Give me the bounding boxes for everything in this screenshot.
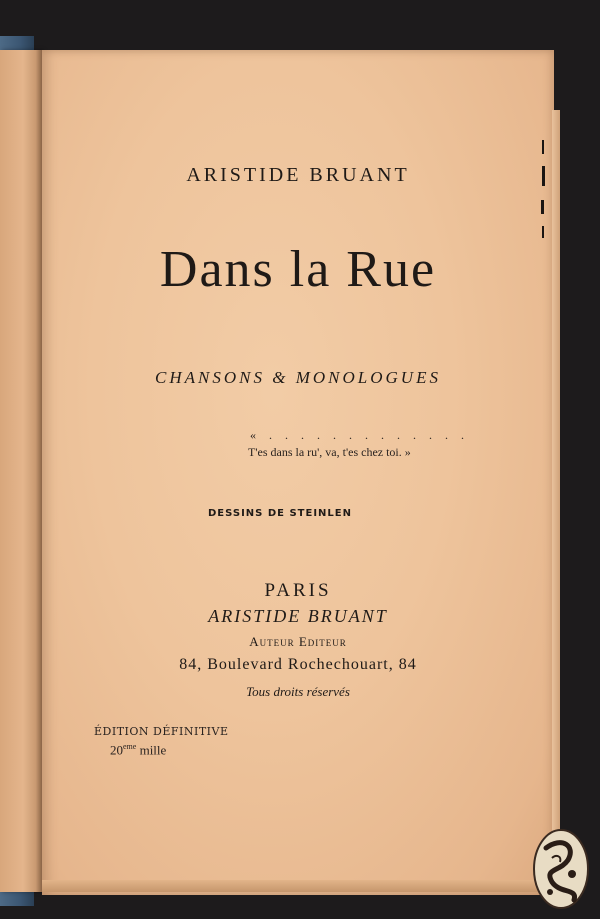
epigraph-dots: « . . . . . . . . . . . . . bbox=[250, 428, 469, 442]
ex-libris-stamp-icon bbox=[532, 828, 590, 910]
publisher-address: 84, Boulevard Rochechouart, 84 bbox=[179, 656, 417, 673]
edition-thousand bbox=[110, 742, 166, 758]
publisher-role: Auteur Editeur bbox=[249, 634, 347, 649]
thousand-suffix: eme bbox=[123, 742, 137, 751]
thousand-prefix: 20 bbox=[110, 742, 123, 758]
publisher-name: ARISTIDE BRUANT bbox=[208, 606, 388, 626]
author-name: ARISTIDE BRUANT bbox=[186, 164, 410, 186]
page-fore-edge bbox=[552, 110, 560, 890]
thousand-word: mille bbox=[139, 742, 167, 758]
rights-notice: Tous droits réservés bbox=[246, 684, 350, 699]
epigraph: T'es dans la ru', va, t'es chez toi. » bbox=[248, 445, 411, 459]
book-subtitle: CHANSONS & MONOLOGUES bbox=[155, 368, 441, 387]
book-title: Dans la Rue bbox=[159, 241, 437, 298]
illustrator-credit: DESSINS DE STEINLEN bbox=[208, 508, 352, 519]
publication-city: PARIS bbox=[264, 580, 332, 601]
previous-page-edge bbox=[0, 50, 42, 892]
edition-note: ÉDITION DÉFINITIVE bbox=[94, 725, 229, 738]
binding-thread-marks bbox=[540, 140, 546, 240]
page-bottom-edge bbox=[42, 880, 554, 892]
